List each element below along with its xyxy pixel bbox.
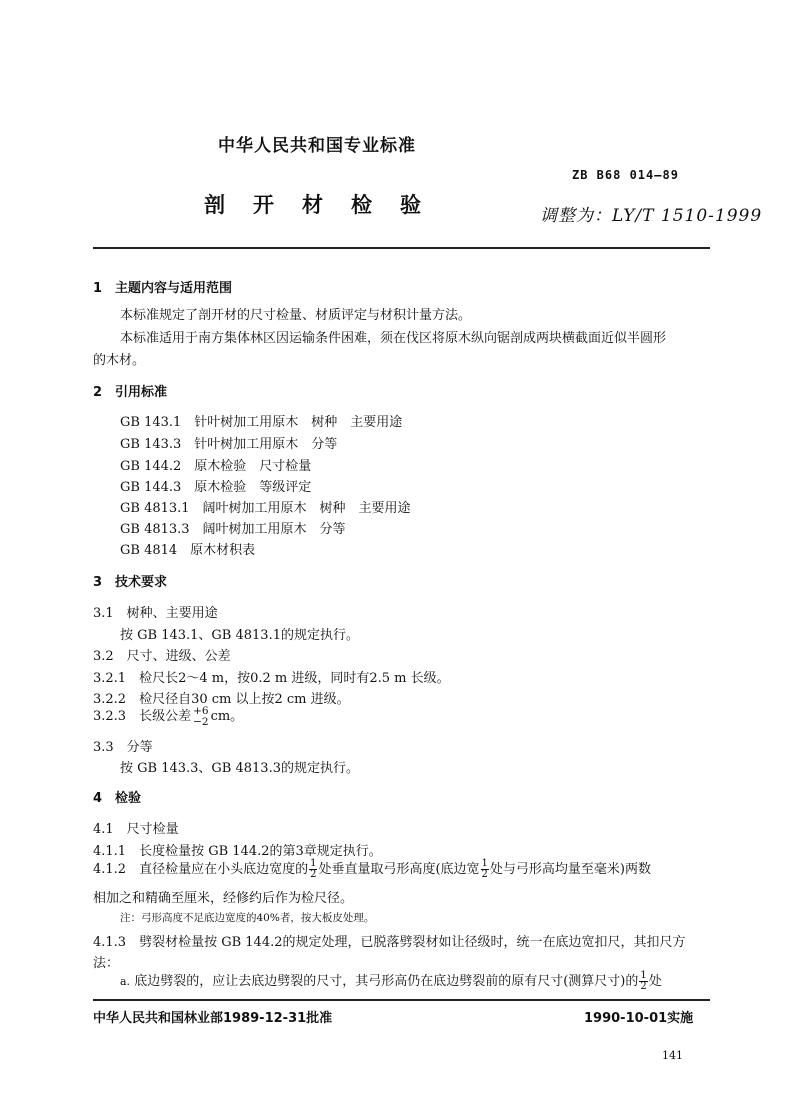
reference-item: GB 4813.3 阔叶树加工用原木 分等 [120,522,346,537]
fraction-numerator: 1 [481,858,488,869]
footer-divider [93,999,710,1001]
reference-item: GB 4814 原木材积表 [120,543,256,558]
section-1-heading: 1 主题内容与适用范围 [93,281,233,296]
clause-4-1-2-part-a: 4.1.2 直径检量应在小头底边宽度的 [93,862,309,877]
section-4-heading: 4 检验 [93,791,142,806]
reference-item: GB 4813.1 阔叶树加工用原木 树种 主要用途 [120,501,411,516]
clause-3-2-3 [93,705,243,728]
fraction-half [481,859,489,880]
clause-3-2-3-label: 3.2.3 长级公差 [93,709,192,724]
clause-4-1-3: 4.1.3 劈裂材检量按 GB 144.2的规定处理，已脱落劈裂材如让径级时，统一在底边宽扣尺，其扣尺方 [93,935,686,950]
item-a [120,970,662,992]
fraction-half [639,971,647,992]
reference-item: GB 143.3 针叶树加工用原木 分等 [120,437,338,452]
section-1-para-1: 本标准规定了剖开材的尺寸检量、材质评定与材积计量方法。 [120,308,472,323]
tolerance-minus: −2 [193,715,209,728]
approval-statement: 中华人民共和国林业部1989-12-31批准 [93,1011,333,1026]
fraction-denominator: 2 [640,981,647,992]
reference-item: GB 143.1 针叶树加工用原木 树种 主要用途 [120,415,403,430]
fraction-denominator: 2 [310,869,317,880]
fraction-half [309,859,317,880]
clause-4-1-1: 4.1.1 长度检量按 GB 144.2的第3章规定执行。 [93,844,382,859]
fraction-numerator: 1 [640,970,647,981]
page-number: 141 [662,1049,683,1062]
clause-note: 注：弓形高度不足底边宽度的40%者，按大板皮处理。 [120,912,375,924]
item-a-end: 处 [648,974,662,989]
length-tolerance [193,706,208,728]
tolerance-unit: cm。 [210,709,244,724]
clause-3-1-text: 按 GB 143.1、GB 4813.1的规定执行。 [120,628,359,643]
section-1-para-2: 本标准适用于南方集体林区因运输条件困难，须在伐区将原木纵向锯剖成两块横截面近似半圆形 [120,331,667,346]
header-divider [93,247,710,249]
clause-3-2-heading: 3.2 尺寸、进级、公差 [93,649,231,664]
clause-4-1-2-cont: 相加之和精确至厘米，经修约后作为检尺径。 [93,891,354,906]
effective-date: 1990-10-01实施 [584,1011,694,1026]
clause-3-3-text: 按 GB 143.3、GB 4813.3的规定执行。 [120,761,359,776]
clause-4-1-heading: 4.1 尺寸检量 [93,822,179,837]
fraction-numerator: 1 [310,858,317,869]
clause-3-1-heading: 3.1 树种、主要用途 [93,606,218,621]
fraction-denominator: 2 [481,869,488,880]
reference-item: GB 144.3 原木检验 等级评定 [120,480,312,495]
section-3-heading: 3 技术要求 [93,575,168,590]
clause-4-1-2 [93,858,651,880]
clause-3-2-1: 3.2.1 检尺长2～4 m，按0.2 m 进级，同时有2.5 m 长级。 [93,671,450,686]
clause-4-1-2-part-c: 处与弓形高均量至毫米)两数 [489,862,651,877]
item-a-text: 底边劈裂的，应让去底边劈裂的尺寸，其弓形高仍在底边劈裂前的原有尺寸(测算尺寸)的 [134,974,639,989]
clause-4-1-2-part-b: 处垂直量取弓形高度(底边宽 [318,862,480,877]
document-title: 剖开材检验 [204,193,449,217]
reference-item: GB 144.2 原木检验 尺寸检量 [120,459,312,474]
standard-code: ZB B68 014—89 [572,168,679,182]
tolerance-plus: +6 [193,704,209,717]
handwritten-revision-note: 调整为：LY/T 1510-1999 [540,206,763,226]
clause-3-3-heading: 3.3 分等 [93,740,153,755]
item-a-label: a. [120,975,131,988]
clause-3-2-2: 3.2.2 检尺径自30 cm 以上按2 cm 进级。 [93,692,350,707]
clause-4-1-3-cont: 法： [93,956,120,971]
standard-org-title: 中华人民共和国专业标准 [218,136,416,156]
section-1-para-2-cont: 的木材。 [93,353,146,368]
section-2-heading: 2 引用标准 [93,385,168,400]
